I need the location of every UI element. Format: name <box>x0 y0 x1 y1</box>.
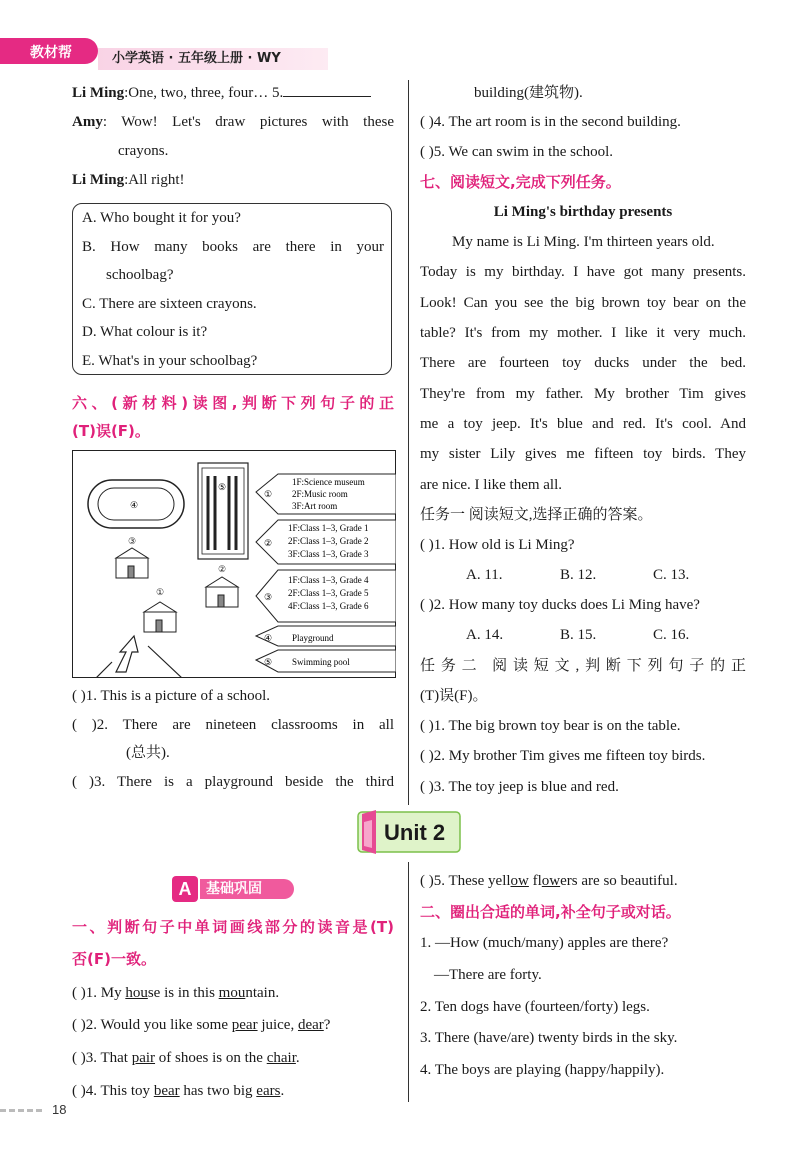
map-num-1: ① <box>264 489 273 499</box>
map-b2-floor3: 3F:Class 1–3, Grade 3 <box>288 549 369 559</box>
map-num-4-callout: ④ <box>264 633 273 643</box>
part1-question-5: ( )5. These yellow flowers are so beautiful. <box>420 873 678 889</box>
t2-question-2: ( )2. My brother Tim gives me fifteen toy birds. <box>420 748 706 764</box>
map-b1-floor3: 3F:Art room <box>292 501 338 511</box>
option-c: C. There are sixteen crayons. <box>82 296 257 312</box>
map-b3-floor2: 2F:Class 1–3, Grade 5 <box>288 588 369 598</box>
t1q1-option-c[interactable]: C. 13. <box>653 567 690 583</box>
t2-question-1: ( )1. The big brown toy bear is on the table. <box>420 718 681 734</box>
passage-line-2: Today is my birthday. I have got many presents. <box>420 264 746 280</box>
map-num-3: ③ <box>264 592 273 602</box>
map-playground: Playground <box>292 633 334 643</box>
part1-question-1: ( )1. My house is in this mountain. <box>72 985 280 1001</box>
page-number: 18 <box>52 1102 67 1117</box>
passage-line-5: There are fourteen toy ducks under the bed. <box>420 355 746 371</box>
passage-line-4: table? It's from my mother. I like it very much. <box>420 325 746 341</box>
section6-title-cont: (T)误(F)。 <box>72 422 150 440</box>
part1-question-3: ( )3. That pair of shoes is on the chair. <box>72 1050 300 1066</box>
map-b1-floor2: 2F:Music room <box>292 489 348 499</box>
task1-title: 任务一 阅读短文,选择正确的答案。 <box>420 507 653 523</box>
school-map <box>72 450 396 678</box>
section-a-badge <box>172 876 294 902</box>
answer-blank[interactable] <box>283 80 371 97</box>
section-a-label: 基础巩固 <box>200 879 294 899</box>
t1-question-1: ( )1. How old is Li Ming? <box>420 537 575 553</box>
passage-line-8: my sister Lily gives me fifteen toy birds. They <box>420 446 746 462</box>
passage-title: Li Ming's birthday presents <box>493 204 673 220</box>
t1-question-2: ( )2. How many toy ducks does Li Ming have? <box>420 597 700 613</box>
t1q2-option-c[interactable]: C. 16. <box>653 627 690 643</box>
page-dots <box>0 1109 44 1112</box>
s6-question-2: ( )2. There are nineteen classrooms in all <box>72 717 394 733</box>
passage-line-3: Look! Can you see the big brown toy bear on the <box>420 295 746 311</box>
passage-line-9: are nice. I like them all. <box>420 477 563 493</box>
part2-question-1-cont: —There are forty. <box>434 967 542 983</box>
task2-title-cont: (T)误(F)。 <box>420 688 488 704</box>
task2-title: 任务二 阅读短文,判断下列句子的正 <box>420 658 746 674</box>
map-num-1-small: ① <box>156 587 165 597</box>
unit-label: Unit 2 <box>384 820 446 845</box>
map-b2-floor2: 2F:Class 1–3, Grade 2 <box>288 536 369 546</box>
part2-question-1: 1. —How (much/many) apples are there? <box>420 935 669 951</box>
section6-title: 六、(新材料)读图,判断下列句子的正 <box>72 394 394 412</box>
t1q1-option-a[interactable]: A. 11. <box>466 567 503 583</box>
column-divider-lower <box>408 862 409 1102</box>
dialog-line-3: Li Ming:All right! <box>72 172 185 188</box>
part2-question-2: 2. Ten dogs have (fourteen/forty) legs. <box>420 999 650 1015</box>
map-b1-floor1: 1F:Science museum <box>292 477 365 487</box>
map-swimming-pool: Swimming pool <box>292 657 350 667</box>
column-divider <box>408 80 409 805</box>
unit-banner <box>356 808 462 856</box>
map-num-4: ④ <box>130 500 139 510</box>
part1-question-2: ( )2. Would you like some pear juice, dear? <box>72 1017 331 1033</box>
passage-line-6: They're from my father. My brother Tim gives <box>420 386 746 402</box>
part2-question-4: 4. The boys are playing (happy/happily). <box>420 1062 665 1078</box>
map-num-2-small: ② <box>218 564 227 574</box>
book-title: 小学英语 · 五年级上册 · WY <box>112 51 281 66</box>
s6-question-5: ( )5. We can swim in the school. <box>420 144 614 160</box>
option-e: E. What's in your schoolbag? <box>82 353 258 369</box>
dialog-line-2-cont: crayons. <box>118 143 169 159</box>
passage-line-7: me a toy jeep. It's blue and red. It's cool. And <box>420 416 746 432</box>
map-num-3-small: ③ <box>128 536 137 546</box>
option-b: B. How many books are there in your <box>82 239 384 255</box>
brand-badge <box>0 38 98 64</box>
s6-question-4: ( )4. The art room is in the second building. <box>420 114 681 130</box>
part1-title-cont: 否(F)一致。 <box>72 950 156 968</box>
map-num-2: ② <box>264 538 273 548</box>
option-b-cont: schoolbag? <box>106 267 174 283</box>
part2-question-3: 3. There (have/are) twenty birds in the sky. <box>420 1030 678 1046</box>
passage-line-1: My name is Li Ming. I'm thirteen years old. <box>452 234 715 250</box>
dialog-line-1: Li Ming:One, two, three, four… 5. <box>72 78 371 108</box>
map-b2-floor1: 1F:Class 1–3, Grade 1 <box>288 523 369 533</box>
swimming-pool-drawing <box>88 480 184 528</box>
option-d: D. What colour is it? <box>82 324 208 340</box>
option-a: A. Who bought it for you? <box>82 210 241 226</box>
map-b3-floor4: 4F:Class 1–3, Grade 6 <box>288 601 369 611</box>
s6-question-3: ( )3. There is a playground beside the third <box>72 774 394 790</box>
part2-title: 二、圈出合适的单词,补全句子或对话。 <box>420 903 681 921</box>
map-num-5: ⑤ <box>218 482 227 492</box>
map-num-5-callout: ⑤ <box>264 657 273 667</box>
brand-badge-label: 教材帮 <box>30 45 72 61</box>
dialog-line-2: Amy : Wow! Let's draw pictures with these <box>72 114 394 130</box>
section7-title: 七、阅读短文,完成下列任务。 <box>420 173 621 191</box>
part1-question-4: ( )4. This toy bear has two big ears. <box>72 1083 285 1099</box>
s6-question-1: ( )1. This is a picture of a school. <box>72 688 271 704</box>
map-b3-floor1: 1F:Class 1–3, Grade 4 <box>288 575 369 585</box>
part1-title: 一、判断句子中单词画线部分的读音是(T) <box>72 918 394 936</box>
t1q2-option-a[interactable]: A. 14. <box>466 627 504 643</box>
s6-question-3-cont: building(建筑物). <box>474 85 583 101</box>
s6-question-2-cont: (总共). <box>126 745 170 761</box>
section-a-letter: A <box>172 876 198 902</box>
t1q2-option-b[interactable]: B. 15. <box>560 627 597 643</box>
t2-question-3: ( )3. The toy jeep is blue and red. <box>420 779 619 795</box>
t1q1-option-b[interactable]: B. 12. <box>560 567 597 583</box>
tall-building-drawing <box>198 463 248 559</box>
